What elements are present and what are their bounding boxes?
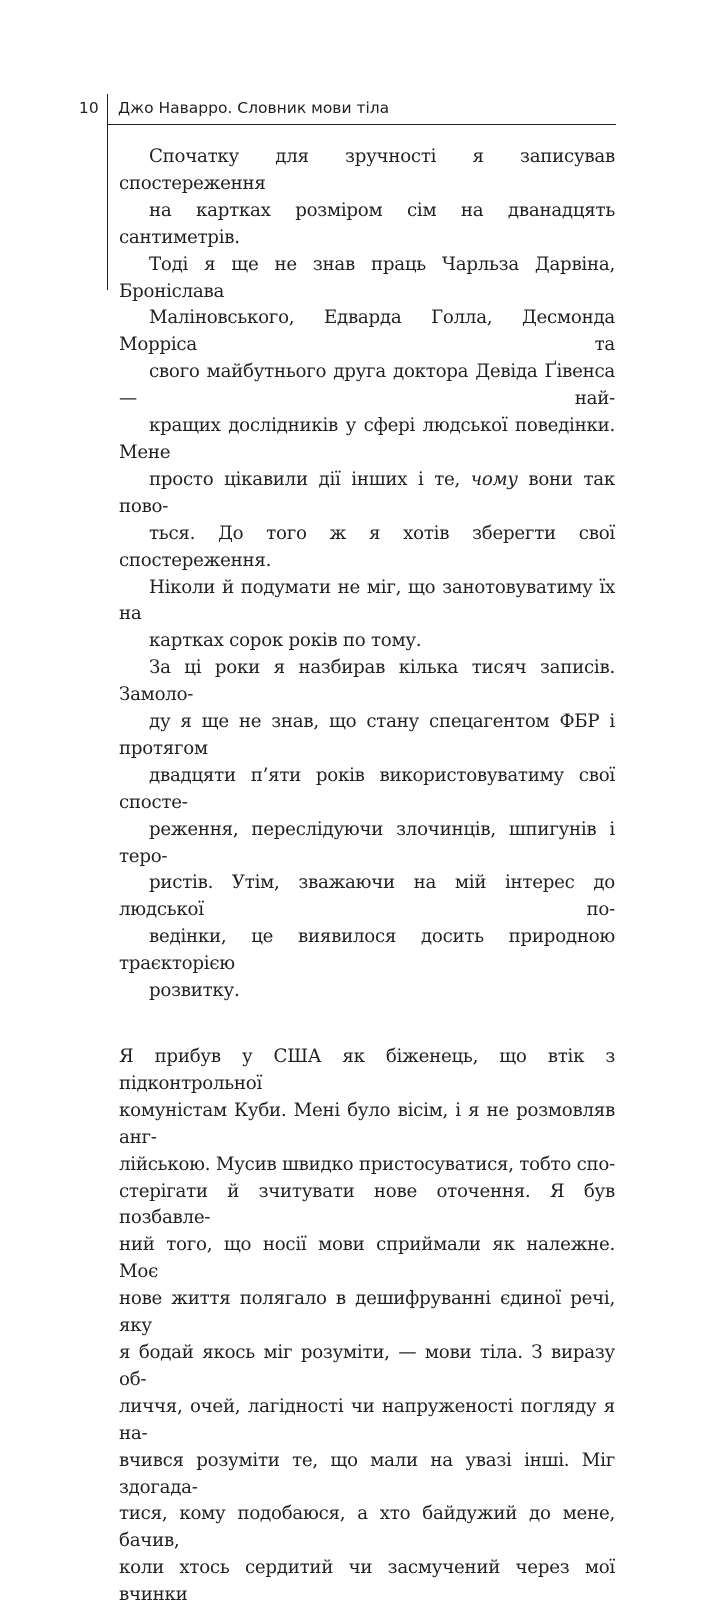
text-line: тися, кому подобаюся, а хто байдужий до мене, бачив, (119, 1503, 615, 1552)
text-line: За ці роки я назбирав кілька тисяч записів. Замоло- (119, 657, 615, 706)
header-horizontal-rule (108, 124, 616, 125)
text-line: лійською. Мусив швидко пристосуватися, тобто спо- (119, 1153, 615, 1175)
text-line: вчився розуміти те, що мали на увазі інші. Міг здогада- (119, 1449, 615, 1498)
text-line: ведінки, це виявилося досить природною траєкторією (119, 926, 615, 975)
text-line: реження, переслідуючи злочинців, шпигунів і теро- (119, 818, 615, 867)
text-line: личчя, очей, лагідності чи напруженості погляду я на- (119, 1395, 615, 1444)
text-line: Я прибув у США як біженець, що втік з підконтрольної (119, 1046, 615, 1094)
emphasized-word: чому (470, 468, 518, 490)
text-line: на картках розміром сім на дванадцять сантиметрів. (119, 199, 615, 248)
text-line: свого майбутнього друга доктора Девіда Ґівенса — най- (119, 361, 615, 410)
text-line: Спочатку для зручності я записував спостереження (119, 146, 615, 194)
text-line: ний того, що носії мови сприймали як належне. Моє (119, 1234, 615, 1283)
paragraph-1 (119, 144, 615, 655)
text-line: Тоді я ще не знав праць Чарльза Дарвіна, Броніслава (119, 253, 615, 302)
page-number: 10 (78, 99, 99, 117)
text-line-with-emphasis (119, 467, 615, 521)
text-segment: просто цікавили дії інших і те, (149, 468, 471, 490)
text-line: Ніколи й подумати не міг, що занотовуватиму їх на (119, 576, 615, 625)
book-title: Джо Наварро. Словник мови тіла (118, 99, 390, 117)
text-line: я бодай якось міг розуміти, — мови тіла. З виразу об- (119, 1341, 615, 1390)
text-line: комуністам Куби. Мені було вісім, і я не розмовляв анг- (119, 1099, 615, 1148)
text-line: розвитку. (149, 980, 240, 1002)
body-text (119, 144, 615, 1609)
text-line: коли хтось сердитий чи засмучений через мої вчинки (119, 1557, 615, 1606)
section-break (119, 1005, 615, 1044)
text-line: Маліновського, Едварда Голла, Десмонда Морріса та (119, 307, 615, 356)
paragraph-3 (119, 1044, 615, 1609)
paragraph-2 (119, 655, 615, 1005)
text-line: кращих дослідників у сфері людської поведінки. Мене (119, 415, 615, 463)
text-line: картках сорок років по тому. (149, 630, 422, 652)
text-line: ться. До того ж я хотів зберегти свої спостереження. (119, 522, 615, 571)
text-line: ристів. Утім, зважаючи на мій інтерес до людської по- (119, 872, 615, 921)
text-line: ду я ще не знав, що стану спецагентом ФБР і протягом (119, 711, 615, 759)
text-segment: вони так пово- (119, 468, 615, 517)
text-line: двадцяти п’яти років використовуватиму свої спосте- (119, 764, 615, 813)
text-line: стерігати й зчитувати нове оточення. Я був позбавле- (119, 1180, 615, 1229)
text-line: нове життя полягало в дешифруванні єдиної речі, яку (119, 1288, 615, 1337)
